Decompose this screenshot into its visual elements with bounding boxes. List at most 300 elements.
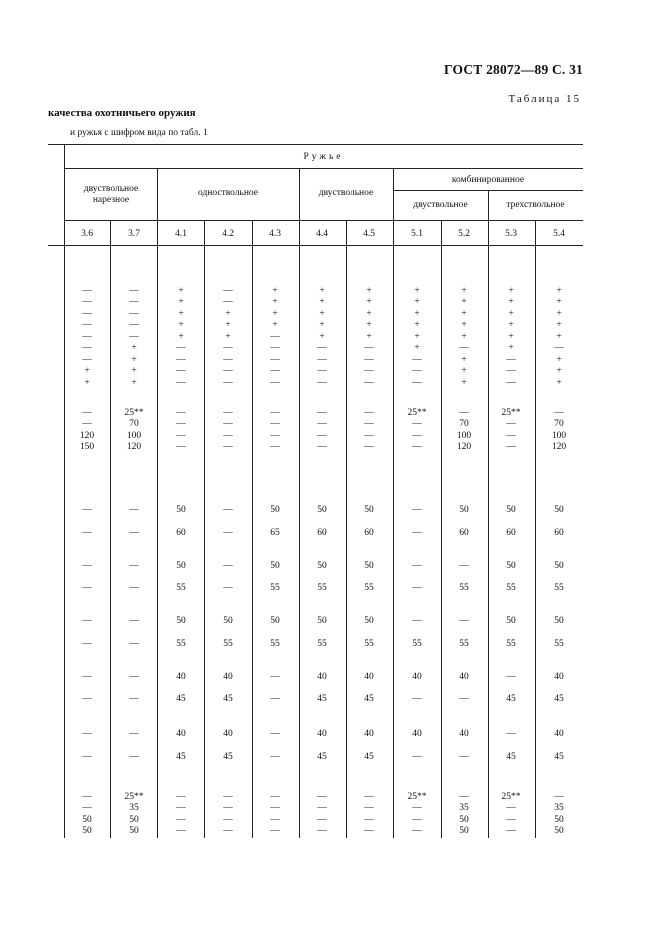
table-cell: — xyxy=(129,561,139,571)
table-cell: — xyxy=(176,419,186,429)
table-cell: + xyxy=(556,320,562,330)
table-cell: 45 xyxy=(364,752,374,762)
table-cell: — xyxy=(129,320,139,330)
table-cell: — xyxy=(82,792,92,802)
table-cell: + xyxy=(131,355,137,365)
code-cell: 3.6 xyxy=(81,229,93,239)
col-combined-double: двуствольное xyxy=(413,200,468,210)
table-cell: — xyxy=(270,355,280,365)
table-cell: 45 xyxy=(506,694,516,704)
table-cell: 50 xyxy=(364,616,374,626)
code-cell: 5.2 xyxy=(458,229,470,239)
table-cell: — xyxy=(412,505,422,515)
table-cell: — xyxy=(82,803,92,813)
table-cell: + xyxy=(414,332,420,342)
table-cell: — xyxy=(412,803,422,813)
table-cell: — xyxy=(176,355,186,365)
table-cell: — xyxy=(82,528,92,538)
table-cell: 55 xyxy=(459,583,469,593)
table-cell: 120 xyxy=(456,442,472,452)
table-cell: — xyxy=(270,332,280,342)
table-cell: — xyxy=(82,297,92,307)
table-cell: + xyxy=(319,332,325,342)
table-cell: + xyxy=(414,286,420,296)
table-cell: — xyxy=(412,694,422,704)
table-cell: — xyxy=(129,528,139,538)
table-cell: — xyxy=(270,378,280,388)
table-cell: — xyxy=(506,366,516,376)
table-cell: — xyxy=(176,803,186,813)
table-cell: — xyxy=(270,803,280,813)
table-cell: 40 xyxy=(554,672,564,682)
table-cell: + xyxy=(461,378,467,388)
table-cell: 40 xyxy=(459,672,469,682)
table-cell: + xyxy=(272,320,278,330)
table-cell: — xyxy=(270,752,280,762)
table-cell: — xyxy=(364,378,374,388)
table-cell: — xyxy=(364,408,374,418)
table-cell: + xyxy=(319,309,325,319)
table-cell: — xyxy=(270,815,280,825)
table-cell: 50 xyxy=(506,561,516,571)
table-cell: — xyxy=(459,792,469,802)
table-cell: + xyxy=(178,297,184,307)
table-cell: 50 xyxy=(223,616,233,626)
codes-bottom-rule xyxy=(48,245,583,246)
table-subtitle: качества охотничьего оружия xyxy=(48,107,196,119)
table-cell: + xyxy=(366,286,372,296)
table-cell: + xyxy=(272,297,278,307)
table-cell: — xyxy=(82,616,92,626)
table-cell: — xyxy=(412,826,422,836)
table-cell: — xyxy=(223,355,233,365)
table-cell: 50 xyxy=(554,505,564,515)
table-cell: — xyxy=(506,729,516,739)
table-cell: — xyxy=(270,442,280,452)
table-cell: 55 xyxy=(176,639,186,649)
table-cell: — xyxy=(270,431,280,441)
table-cell: — xyxy=(317,378,327,388)
table-cell: — xyxy=(364,826,374,836)
table-cell: — xyxy=(317,803,327,813)
table-cell: — xyxy=(223,583,233,593)
code-cell: 3.7 xyxy=(128,229,140,239)
table-cell: — xyxy=(506,803,516,813)
table-cell: 40 xyxy=(176,729,186,739)
table-cell: + xyxy=(556,297,562,307)
table-cell: 45 xyxy=(554,694,564,704)
table-cell: 45 xyxy=(554,752,564,762)
col-double-barrel: двуствольное xyxy=(318,188,374,198)
table-cell: — xyxy=(412,378,422,388)
table-cell: — xyxy=(364,419,374,429)
table-cell: — xyxy=(412,355,422,365)
table-cell: 50 xyxy=(506,505,516,515)
table-cell: + xyxy=(461,355,467,365)
table-cell: 55 xyxy=(554,583,564,593)
group-title-rule xyxy=(64,168,583,169)
table-continuation-note: и ружья с шифром вида по табл. 1 xyxy=(70,128,208,138)
table-cell: 40 xyxy=(317,672,327,682)
table-cell: — xyxy=(506,419,516,429)
table-cell: + xyxy=(508,343,514,353)
table-cell: + xyxy=(319,286,325,296)
table-cell: 55 xyxy=(506,639,516,649)
table-cell: 55 xyxy=(176,583,186,593)
table-cell: — xyxy=(459,694,469,704)
table-cell: + xyxy=(461,366,467,376)
table-cell: — xyxy=(82,419,92,429)
table-cell: 65 xyxy=(270,528,280,538)
table-cell: + xyxy=(461,332,467,342)
table-cell: + xyxy=(461,286,467,296)
table-cell: — xyxy=(223,419,233,429)
table-cell: 70 xyxy=(129,419,139,429)
table-cell: — xyxy=(412,815,422,825)
table-cell: + xyxy=(414,309,420,319)
table-cell: — xyxy=(176,792,186,802)
table-cell: — xyxy=(317,792,327,802)
table-cell: 100 xyxy=(456,431,472,441)
table-cell: 70 xyxy=(554,419,564,429)
table-cell: + xyxy=(178,320,184,330)
table-cell: — xyxy=(223,408,233,418)
table-cell: + xyxy=(366,332,372,342)
table-cell: — xyxy=(176,815,186,825)
table-cell: 120 xyxy=(79,431,95,441)
table-cell: — xyxy=(412,442,422,452)
table-cell: 50 xyxy=(129,815,139,825)
group-title-guns: Ружье xyxy=(303,152,344,162)
table-cell: 45 xyxy=(223,752,233,762)
table-cell: + xyxy=(556,378,562,388)
table-cell: — xyxy=(270,408,280,418)
table-cell: + xyxy=(461,309,467,319)
table-cell: + xyxy=(366,320,372,330)
col-combined-triple: трехствольное xyxy=(506,200,565,210)
table-cell: 50 xyxy=(554,561,564,571)
table-cell: — xyxy=(176,431,186,441)
table-cell: — xyxy=(270,694,280,704)
table-cell: — xyxy=(317,431,327,441)
table-cell: — xyxy=(364,431,374,441)
table-cell: — xyxy=(223,343,233,353)
table-cell: — xyxy=(82,729,92,739)
table-cell: — xyxy=(270,419,280,429)
table-cell: 40 xyxy=(364,672,374,682)
table-cell: — xyxy=(223,366,233,376)
table-cell: 50 xyxy=(554,616,564,626)
table-cell: 40 xyxy=(223,672,233,682)
table-cell: + xyxy=(414,297,420,307)
table-cell: 50 xyxy=(459,815,469,825)
codes-top-rule xyxy=(64,220,583,221)
table-cell: — xyxy=(223,826,233,836)
table-cell: — xyxy=(176,343,186,353)
table-cell: + xyxy=(178,332,184,342)
table-cell: 50 xyxy=(129,826,139,836)
table-cell: 50 xyxy=(317,505,327,515)
table-cell: — xyxy=(176,366,186,376)
code-cell: 5.3 xyxy=(505,229,517,239)
table-cell: 45 xyxy=(506,752,516,762)
table-cell: 60 xyxy=(554,528,564,538)
table-cell: 50 xyxy=(270,505,280,515)
table-cell: — xyxy=(364,803,374,813)
table-cell: 120 xyxy=(126,442,142,452)
table-cell: — xyxy=(364,815,374,825)
table-cell: — xyxy=(317,343,327,353)
table-cell: — xyxy=(82,320,92,330)
table-cell: 25** xyxy=(407,792,427,802)
table-cell: — xyxy=(223,286,233,296)
table-cell: 50 xyxy=(176,616,186,626)
table-cell: 60 xyxy=(506,528,516,538)
table-cell: 40 xyxy=(412,729,422,739)
table-cell: — xyxy=(412,616,422,626)
table-cell: — xyxy=(459,561,469,571)
table-cell: 55 xyxy=(412,639,422,649)
table-cell: — xyxy=(176,442,186,452)
table-cell: + xyxy=(84,378,90,388)
table-cell: — xyxy=(223,561,233,571)
table-cell: 25** xyxy=(124,408,144,418)
table-cell: 40 xyxy=(176,672,186,682)
table-cell: 100 xyxy=(126,431,142,441)
table-cell: — xyxy=(506,355,516,365)
table-cell: — xyxy=(223,378,233,388)
table-cell: 55 xyxy=(317,639,327,649)
table-cell: 40 xyxy=(364,729,374,739)
table-cell: + xyxy=(272,286,278,296)
table-cell: — xyxy=(412,528,422,538)
table-cell: — xyxy=(317,442,327,452)
table-cell: — xyxy=(364,792,374,802)
table-cell: + xyxy=(508,320,514,330)
table-cell: — xyxy=(412,419,422,429)
table-cell: — xyxy=(364,343,374,353)
table-cell: 55 xyxy=(317,583,327,593)
table-cell: 45 xyxy=(176,752,186,762)
table-cell: 70 xyxy=(459,419,469,429)
table-cell: + xyxy=(414,343,420,353)
table-cell: + xyxy=(556,286,562,296)
table-cell: 50 xyxy=(317,561,327,571)
table-cell: — xyxy=(459,616,469,626)
table-cell: — xyxy=(270,672,280,682)
table-cell: + xyxy=(366,309,372,319)
table-cell: 60 xyxy=(176,528,186,538)
table-cell: — xyxy=(82,309,92,319)
table-cell: 50 xyxy=(554,815,564,825)
table-cell: — xyxy=(270,366,280,376)
table-cell: — xyxy=(129,505,139,515)
table-cell: — xyxy=(506,672,516,682)
table-cell: — xyxy=(129,752,139,762)
table-cell: — xyxy=(317,419,327,429)
table-cell: — xyxy=(554,792,564,802)
table-cell: — xyxy=(317,408,327,418)
col-single-barrel: одноствольное xyxy=(197,188,259,198)
table-cell: 100 xyxy=(551,431,567,441)
table-cell: 50 xyxy=(82,826,92,836)
table-cell: + xyxy=(556,366,562,376)
table-cell: 45 xyxy=(364,694,374,704)
code-cell: 4.5 xyxy=(363,229,375,239)
table-cell: — xyxy=(82,286,92,296)
table-cell: 50 xyxy=(176,505,186,515)
table-cell: + xyxy=(319,320,325,330)
table-cell: 55 xyxy=(364,639,374,649)
table-cell: — xyxy=(176,378,186,388)
table-cell: — xyxy=(459,752,469,762)
table-cell: + xyxy=(225,332,231,342)
table-cell: + xyxy=(319,297,325,307)
code-cell: 4.2 xyxy=(222,229,234,239)
table-cell: — xyxy=(506,826,516,836)
table-cell: 55 xyxy=(223,639,233,649)
table-cell: — xyxy=(82,561,92,571)
table-cell: + xyxy=(461,297,467,307)
table-cell: 35 xyxy=(554,803,564,813)
table-cell: — xyxy=(317,355,327,365)
table-cell: 55 xyxy=(270,639,280,649)
code-cell: 5.4 xyxy=(553,229,565,239)
table-cell: — xyxy=(176,408,186,418)
table-cell: — xyxy=(82,694,92,704)
table-cell: — xyxy=(364,366,374,376)
table-cell: — xyxy=(506,442,516,452)
table-cell: 55 xyxy=(270,583,280,593)
table-cell: — xyxy=(129,616,139,626)
table-cell: — xyxy=(412,561,422,571)
table-cell: — xyxy=(412,752,422,762)
table-cell: — xyxy=(506,431,516,441)
table-cell: — xyxy=(82,639,92,649)
table-cell: 60 xyxy=(459,528,469,538)
table-cell: 50 xyxy=(459,826,469,836)
table-cell: — xyxy=(412,583,422,593)
table-cell: — xyxy=(129,729,139,739)
table-cell: 50 xyxy=(364,505,374,515)
table-cell: — xyxy=(82,752,92,762)
table-cell: 60 xyxy=(317,528,327,538)
table-cell: — xyxy=(554,343,564,353)
table-cell: 40 xyxy=(317,729,327,739)
table-cell: — xyxy=(364,355,374,365)
table-cell: — xyxy=(82,505,92,515)
table-cell: + xyxy=(556,309,562,319)
table-cell: — xyxy=(129,694,139,704)
table-cell: 40 xyxy=(223,729,233,739)
table-cell: 25** xyxy=(407,408,427,418)
table-cell: 45 xyxy=(317,694,327,704)
table-cell: 55 xyxy=(364,583,374,593)
table-cell: 25** xyxy=(501,408,521,418)
table-cell: 40 xyxy=(412,672,422,682)
table-cell: 55 xyxy=(554,639,564,649)
table-cell: — xyxy=(223,442,233,452)
table-cell: — xyxy=(412,366,422,376)
table-cell: — xyxy=(554,408,564,418)
table-cell: — xyxy=(223,505,233,515)
table-cell: — xyxy=(82,583,92,593)
table-cell: 45 xyxy=(223,694,233,704)
code-cell: 4.4 xyxy=(316,229,328,239)
table-cell: + xyxy=(131,366,137,376)
table-cell: + xyxy=(84,366,90,376)
table-cell: — xyxy=(223,431,233,441)
table-cell: — xyxy=(506,815,516,825)
table-cell: + xyxy=(225,309,231,319)
table-cell: — xyxy=(129,639,139,649)
table-cell: + xyxy=(556,332,562,342)
table-cell: 60 xyxy=(364,528,374,538)
table-cell: + xyxy=(131,343,137,353)
table-cell: — xyxy=(270,729,280,739)
page-header: ГОСТ 28072—89 С. 31 xyxy=(444,62,583,77)
table-cell: + xyxy=(508,309,514,319)
table-cell: 35 xyxy=(129,803,139,813)
col-combined: комбинированное xyxy=(451,175,525,185)
table-cell: + xyxy=(508,332,514,342)
table-cell: + xyxy=(508,297,514,307)
table-cell: + xyxy=(366,297,372,307)
col-rifled-double: двуствольное нарезное xyxy=(83,184,139,205)
table-cell: — xyxy=(82,343,92,353)
table-cell: 40 xyxy=(554,729,564,739)
table-cell: + xyxy=(508,286,514,296)
table-cell: 50 xyxy=(554,826,564,836)
table-cell: + xyxy=(272,309,278,319)
table-cell: 55 xyxy=(459,639,469,649)
table-cell: 50 xyxy=(506,616,516,626)
table-label: Таблица 15 xyxy=(508,93,581,105)
table-cell: — xyxy=(82,672,92,682)
table-cell: 45 xyxy=(176,694,186,704)
table-cell: 50 xyxy=(270,561,280,571)
table-cell: — xyxy=(129,286,139,296)
table-cell: — xyxy=(82,355,92,365)
table-cell: — xyxy=(223,297,233,307)
table-cell: — xyxy=(412,431,422,441)
table-top-rule xyxy=(48,144,583,145)
table-cell: — xyxy=(223,528,233,538)
code-cell: 4.1 xyxy=(175,229,187,239)
table-cell: — xyxy=(317,815,327,825)
table-cell: — xyxy=(364,442,374,452)
table-cell: + xyxy=(556,355,562,365)
table-cell: — xyxy=(129,672,139,682)
code-cell: 4.3 xyxy=(269,229,281,239)
table-cell: — xyxy=(82,332,92,342)
table-cell: 150 xyxy=(79,442,95,452)
table-cell: + xyxy=(178,286,184,296)
table-cell: — xyxy=(317,366,327,376)
table-cell: — xyxy=(223,792,233,802)
table-cell: — xyxy=(270,343,280,353)
table-cell: 120 xyxy=(551,442,567,452)
table-cell: — xyxy=(129,297,139,307)
table-cell: + xyxy=(131,378,137,388)
table-cell: 40 xyxy=(459,729,469,739)
code-cell: 5.1 xyxy=(411,229,423,239)
table-cell: — xyxy=(129,309,139,319)
table-cell: 25** xyxy=(124,792,144,802)
table-cell: — xyxy=(317,826,327,836)
table-cell: — xyxy=(270,826,280,836)
table-cell: 50 xyxy=(270,616,280,626)
